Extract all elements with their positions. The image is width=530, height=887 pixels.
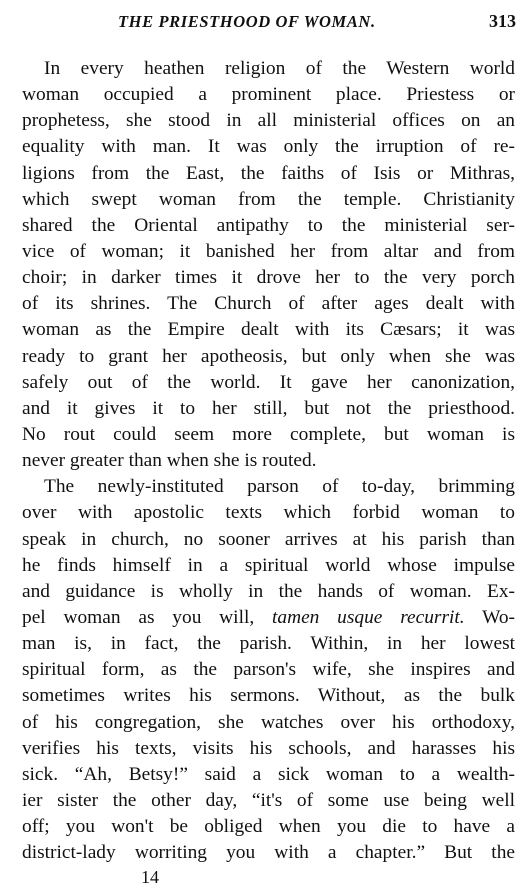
text-line: verifies his texts, visits his schools, and harasses his (22, 737, 515, 759)
text-segment: Wo- (464, 606, 515, 628)
text-line: which swept woman from the temple. Christianity (22, 188, 515, 210)
text-line: never greater than when she is routed. (22, 450, 317, 472)
text-line: he finds himself in a spiritual world whose impulse (22, 554, 515, 576)
text-segment: pel woman as you will, (22, 606, 272, 628)
body-text (22, 56, 515, 866)
text-line: safely out of the world. It gave her canonization, (22, 371, 515, 393)
text-line: and guidance is wholly in the hands of woman. Ex- (22, 580, 515, 602)
text-line: sometimes writes his sermons. Without, as the bulk (22, 685, 515, 707)
text-line: The newly-instituted parson of to-day, brimming (44, 476, 515, 498)
text-line: off; you won't be obliged when you die to have a (22, 816, 515, 838)
text-line: In every heathen religion of the Western world (44, 58, 515, 79)
text-line: vice of woman; it banished her from altar and from (22, 240, 515, 262)
text-line: man is, in fact, the parish. Within, in her lowest (22, 633, 515, 655)
text-line: woman as the Empire dealt with its Cæsars; it was (22, 319, 515, 341)
text-line: speak in church, no sooner arrives at his parish than (22, 528, 515, 550)
text-line: of his congregation, she watches over his orthodoxy, (22, 711, 515, 733)
page-number: 313 (489, 11, 516, 31)
text-line: equality with man. It was only the irruption of re- (22, 136, 515, 158)
text-line: prophetess, she stood in all ministerial offices on an (22, 110, 515, 132)
page-header (22, 10, 516, 36)
italic-latin-phrase: tamen usque recurrit. (271, 606, 465, 628)
signature-mark: 14 (141, 867, 159, 887)
text-line: and it gives it to her still, but not the priesthood. (22, 397, 515, 419)
text-line: over with apostolic texts which forbid woman to (22, 502, 515, 524)
text-line: No rout could seem more complete, but woman is (22, 423, 515, 445)
text-line: ligions from the East, the faiths of Isis or Mithras, (22, 162, 515, 184)
text-line: ready to grant her apotheosis, but only when she was (22, 345, 515, 367)
text-line: choir; in darker times it drove her to the very porch (22, 267, 515, 289)
text-line-with-italic (22, 605, 515, 631)
text-line: district-lady worriting you with a chapter.” But the (22, 842, 515, 864)
text-line: shared the Oriental antipathy to the ministerial ser- (22, 214, 515, 236)
text-line: woman occupied a prominent place. Priestess or (22, 84, 515, 106)
text-line: sick. “Ah, Betsy!” said a sick woman to a wealth- (22, 763, 515, 785)
text-line: of its shrines. The Church of after ages dealt with (22, 293, 515, 315)
running-title: THE PRIESTHOOD OF WOMAN. (118, 12, 376, 31)
text-line: ier sister the other day, “it's of some use being well (22, 789, 515, 811)
text-line: spiritual form, as the parson's wife, she inspires and (22, 659, 515, 681)
